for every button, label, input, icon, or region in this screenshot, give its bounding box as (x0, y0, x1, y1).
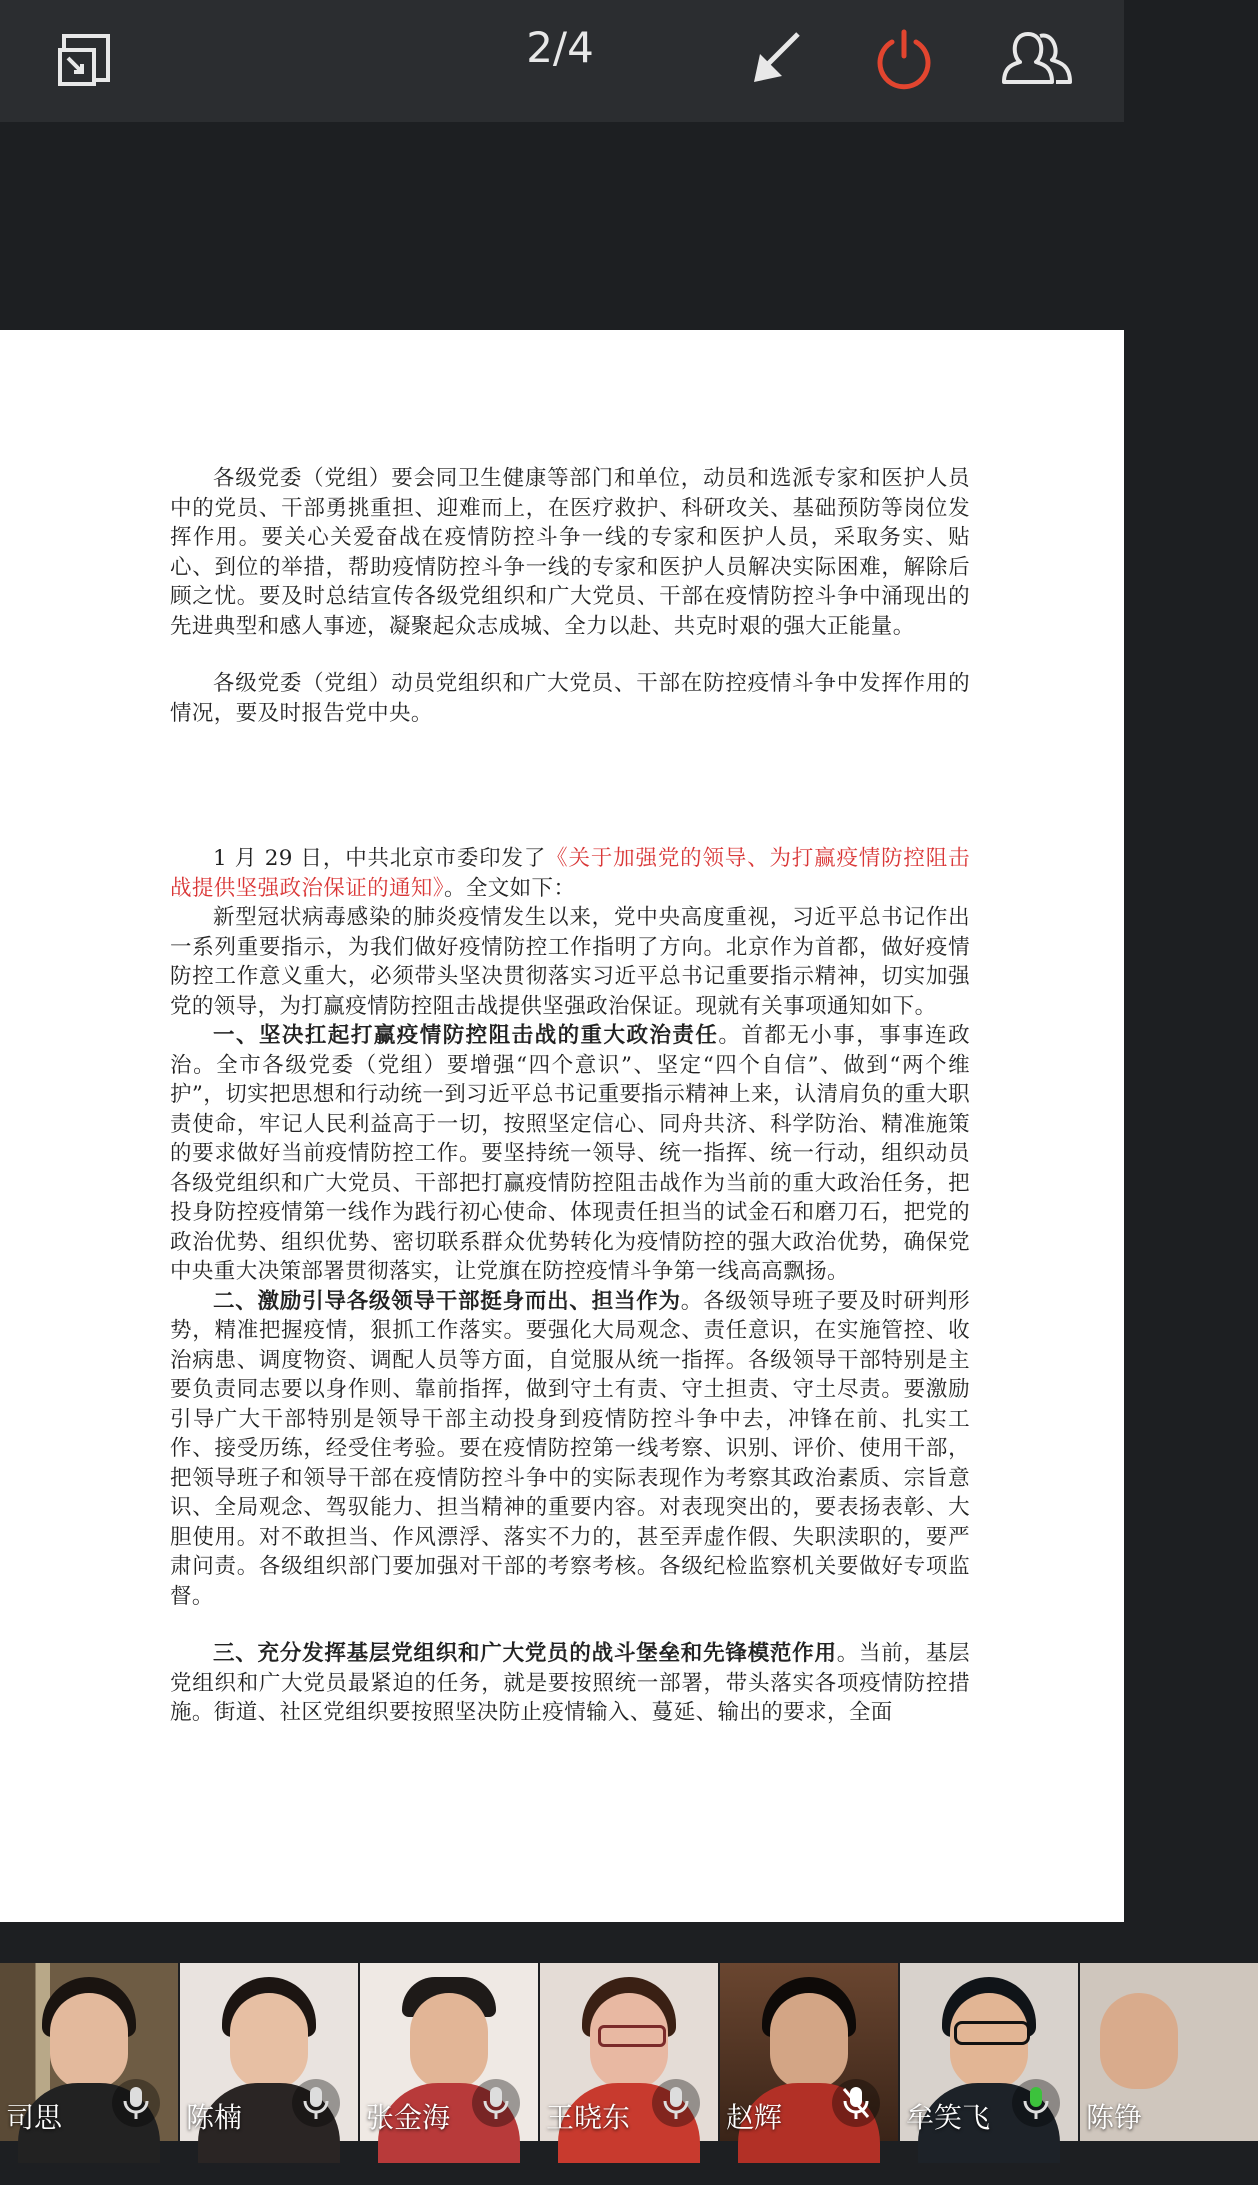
participant-tile[interactable] (1080, 1963, 1258, 2141)
participant-name: 张金海 (366, 2101, 451, 2134)
participant-name: 陈楠 (186, 2101, 243, 2134)
participant-video-strip[interactable] (0, 1963, 1143, 2141)
document-paragraph: 各级党委（党组）要会同卫生健康等部门和单位，动员和选派专家和医护人员中的党员、干部勇挑重担、迎难而上，在医疗救护、科研攻关、基础预防等岗位发挥作用。要关心关爱奋战在疫情防控斗争一线的专家和医护人员，采取务实、贴心、到位的举措，帮助疫情防控斗争一线的专家和医护人员解决实际困难，解除后顾之忧。要及时总结宣传各级党组织和广大党员、干部在疫情防控斗争中涌现出的先进典型和感人事迹，凝聚起众志成城、全力以赴、共克时艰的强大正能量。 (170, 466, 970, 639)
document-paragraph: 三、充分发挥基层党组织和广大党员的战斗堡垒和先锋模范作用。当前，基层党组织和广大党员最紧迫的任务，就是要按照统一部署，带头落实各项疫情防控措施。街道、社区党组织要按照坚决防止疫情输入、蔓延、输出的要求，全面 (170, 1641, 970, 1725)
mic-icon[interactable] (652, 2079, 700, 2127)
participants-button[interactable] (996, 16, 1080, 100)
exit-fullscreen-button[interactable] (44, 16, 128, 100)
avatar (50, 1993, 128, 2089)
meeting-toolbar (0, 0, 1124, 122)
participant-name: 牟笑飞 (906, 2101, 991, 2134)
participant-tile[interactable] (360, 1963, 538, 2141)
avatar (1100, 1993, 1178, 2089)
mic-icon[interactable] (112, 2079, 160, 2127)
mic-muted-icon[interactable] (832, 2079, 880, 2127)
avatar (770, 1993, 848, 2089)
end-meeting-button[interactable] (862, 16, 946, 100)
participant-tile[interactable] (0, 1963, 178, 2141)
shared-document-page[interactable] (0, 330, 1124, 1922)
participant-tile[interactable] (720, 1963, 898, 2141)
section-heading: 三、充分发挥基层党组织和广大党员的战斗堡垒和先锋模范作用 (213, 1641, 837, 1666)
document-paragraph-intro: 1 月 29 日，中共北京市委印发了《关于加强党的领导、为打赢疫情防控阻击战提供坚强政治保证的通知》。全文如下： (170, 846, 970, 901)
mic-icon[interactable] (292, 2079, 340, 2127)
avatar (230, 1993, 308, 2089)
document-paragraph: 新型冠状病毒感染的肺炎疫情发生以来，党中央高度重视，习近平总书记作出一系列重要指示，为我们做好疫情防控工作指明了方向。北京作为首都，做好疫情防控工作意义重大，必须带头坚决贯彻落实习近平总书记重要指示精神，切实加强党的领导，为打赢疫情防控阻击战提供坚强政治保证。现就有关事项通知如下。 (170, 905, 970, 1019)
participant-tile[interactable] (900, 1963, 1078, 2141)
document-section-notice (170, 844, 970, 1728)
section-heading: 二、激励引导各级领导干部挺身而出、担当作为 (213, 1288, 681, 1314)
participant-name: 王晓东 (546, 2101, 631, 2134)
mic-icon[interactable] (472, 2079, 520, 2127)
participant-name: 赵辉 (726, 2101, 783, 2134)
power-icon (872, 26, 936, 90)
exit-fullscreen-icon (54, 26, 118, 90)
notice-title-link[interactable]: 《关于加强党的领导、为打赢疫情防控阻击战提供坚强政治保证的通知》 (170, 846, 970, 901)
document-paragraph: 二、激励引导各级领导干部挺身而出、担当作为。各级领导班子要及时研判形势，精准把握疫情，狠抓工作落实。要强化大局观念、责任意识，在实施管控、收治病患、调度物资、调配人员等方面，自觉服从统一指挥。各级领导干部特别是主要负责同志要以身作则、靠前指挥，做到守土有责、守土担责、守土尽责。要激励引导广大干部特别是领导干部主动投身到疫情防控斗争中去，冲锋在前、扎实工作、接受历练，经受住考验。要在疫情防控第一线考察、识别、评价、使用干部，把领导班子和领导干部在疫情防控斗争中的实际表现作为考察其政治素质、宗旨意识、全局观念、驾驭能力、担当精神的重要内容。对表现突出的，要表扬表彰、大胆使用。对不敢担当、作风漂浮、落实不力的，甚至弄虚作假、失职渎职的，要严肃问责。各级组织部门要加强对干部的考察考核。各级纪检监察机关要做好专项监督。 (170, 1288, 971, 1609)
document-section-top (170, 464, 970, 728)
page-indicator: 2/4 (526, 23, 594, 72)
collapse-share-button[interactable] (736, 16, 820, 100)
section-heading: 一、坚决扛起打赢疫情防控阻击战的重大政治责任 (213, 1023, 719, 1048)
participant-name: 陈铮 (1086, 2101, 1143, 2134)
participant-tile[interactable] (540, 1963, 718, 2141)
participant-name: 司思 (6, 2101, 63, 2134)
document-paragraph: 一、坚决扛起打赢疫情防控阻击战的重大政治责任。首都无小事，事事连政治。全市各级党委（党组）要增强“四个意识”、坚定“四个自信”、做到“两个维护”，切实把思想和行动统一到习近平总书记重要指示精神上来，认清肩负的重大职责使命，牢记人民利益高于一切，按照坚定信心、同舟共济、科学防治、精准施策的要求做好当前疫情防控工作。要坚持统一领导、统一指挥、统一行动，组织动员各级党组织和广大党员、干部把打赢疫情防控阻击战作为当前的重大政治任务，把投身防控疫情第一线作为践行初心使命、体现责任担当的试金石和磨刀石，把党的政治优势、组织优势、密切联系群众优势转化为疫情防控的强大政治优势，确保党中央重大决策部署贯彻落实，让党旗在防控疫情斗争第一线高高飘扬。 (170, 1023, 970, 1284)
collapse-arrow-icon (746, 26, 810, 90)
mic-active-icon[interactable] (1012, 2079, 1060, 2127)
participant-tile[interactable] (180, 1963, 358, 2141)
avatar (410, 1993, 488, 2089)
participants-icon (1000, 26, 1076, 90)
share-top-margin (0, 122, 1124, 330)
document-paragraph: 各级党委（党组）动员党组织和广大党员、干部在防控疫情斗争中发挥作用的情况，要及时报告党中央。 (170, 671, 970, 726)
